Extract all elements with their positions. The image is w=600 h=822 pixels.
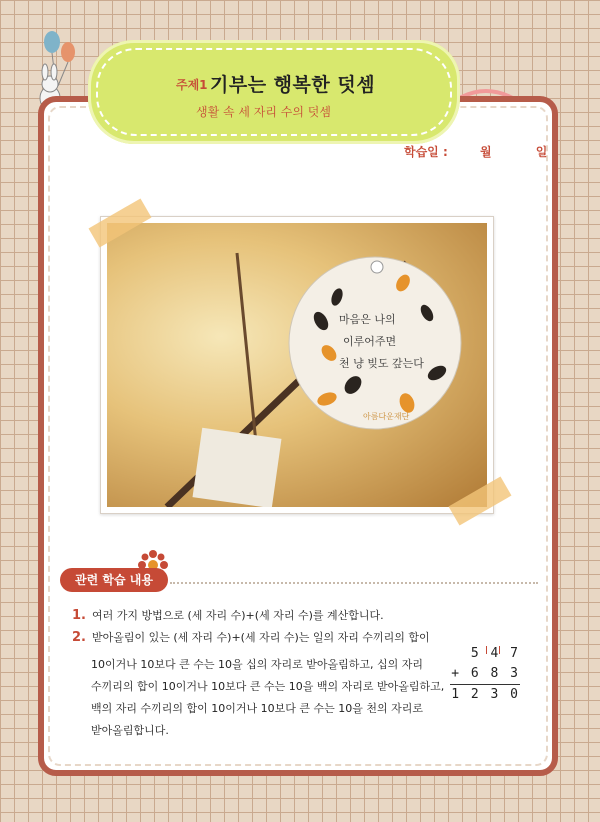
photo-frame — [100, 216, 494, 514]
page-subtitle: 생활 속 세 자리 수의 덧셈 — [196, 105, 331, 119]
item-number: 2. — [72, 630, 86, 645]
item-number: 1. — [72, 608, 86, 623]
tag-logo: 아름다운재단 — [363, 412, 410, 421]
section-divider — [170, 582, 538, 584]
study-date — [404, 143, 547, 160]
section-title: 관련 학습 내용 — [60, 568, 168, 592]
tag-text-line2: 이루어주면 — [343, 335, 397, 348]
column-addition — [450, 644, 520, 705]
item-2-line-5: 받아올림합니다. — [91, 724, 169, 737]
item-2-line-3: 수끼리의 합이 10이거나 10보다 큰 수는 10을 백의 자리로 받아올림하고, — [91, 680, 445, 693]
theme-label: 주제1 — [176, 78, 208, 92]
list-item-2 — [72, 628, 430, 648]
day-label: 일 — [535, 145, 548, 159]
item-2-line-2: 10이거나 10보다 큰 수는 10을 십의 자리로 받아올림하고, 십의 자리 — [91, 658, 423, 671]
list-item-1 — [72, 606, 384, 626]
addend-top: 5 4 7 — [470, 646, 520, 661]
photo-illustration — [107, 223, 487, 507]
addend-bottom: + 6 8 3 — [451, 666, 520, 681]
donation-tag-photo — [107, 223, 487, 507]
tag-text-line1: 마음은 나의 — [339, 313, 396, 326]
item-2-line-4: 백의 자리 수끼리의 합이 10이거나 10보다 큰 수는 10을 천의 자리로 — [91, 702, 423, 715]
tag-text-line3: 천 냥 빚도 갚는다 — [339, 357, 424, 370]
date-label: 학습일 : — [404, 145, 448, 159]
page-title: 기부는 행복한 덧셈 — [210, 74, 376, 96]
item-text: 받아올림이 있는 (세 자리 수)+(세 자리 수)는 일의 자리 수끼리의 합이 — [91, 631, 430, 644]
sum-result: 1 2 3 0 — [450, 684, 520, 705]
month-label: 월 — [479, 145, 492, 159]
item-text: 여러 가지 방법으로 (세 자리 수)+(세 자리 수)를 계산합니다. — [91, 609, 384, 622]
